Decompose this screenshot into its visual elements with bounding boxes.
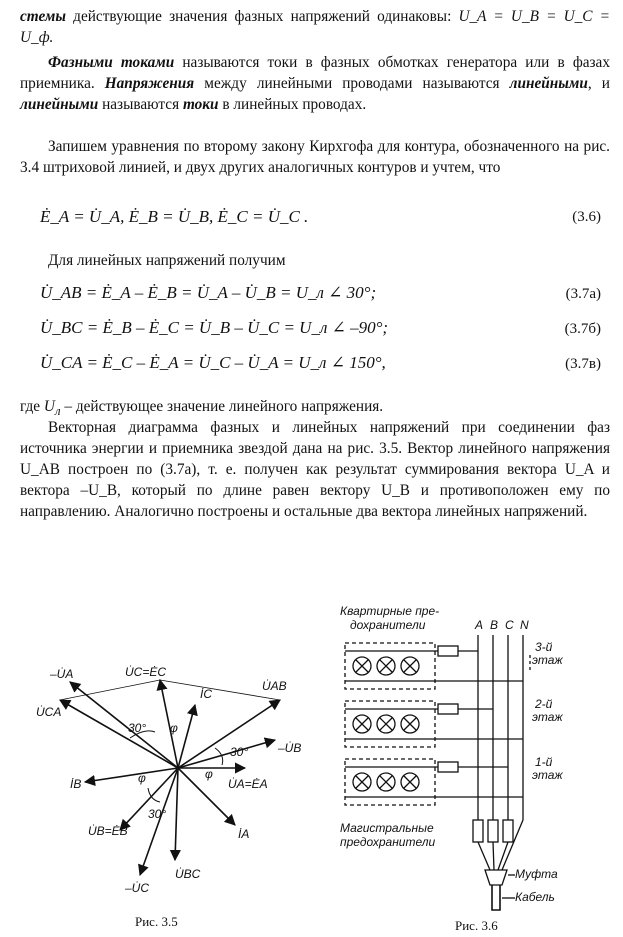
def-text-e: в линейных проводах. [218, 96, 367, 113]
label-mUA: –U̇A [50, 667, 74, 681]
equation-3-7b-number: (3.7б) [564, 321, 601, 337]
label-30-2: 30° [230, 745, 249, 759]
equation-3-7c-number: (3.7в) [565, 356, 601, 372]
label-apartment-fuses-2: дохранители [350, 618, 426, 632]
fuse-floor2 [438, 704, 458, 714]
label-coupling: Муфта [515, 867, 558, 881]
label-phi-1: φ [170, 721, 178, 735]
paragraph-linear-voltages: Для линейных напряжений получим [48, 252, 286, 269]
label-apartment-fuses-1: Квартирные пре- [340, 604, 440, 618]
equation-3-7a: U̇_AB = Ė_A – Ė_B = U̇_A – U̇_B = U_л ∠ 30°; [40, 283, 377, 302]
symbol-u-linear: $U_л$ [43, 398, 61, 419]
figure-3-5 [30, 660, 320, 905]
equation-3-6: Ė_A = U̇_A, Ė_B = U̇_B, Ė_C = U̇_C . [40, 207, 309, 226]
label-floor2-2: этаж [532, 710, 563, 724]
label-phi-3: φ [138, 771, 146, 785]
label-phase-A: A [475, 618, 484, 632]
label-mUB: –U̇B [278, 741, 302, 755]
equation-3-7b: U̇_BC = Ė_B – Ė_C = U̇_B – U̇_C = U_л ∠ –90°; [40, 318, 389, 337]
paragraph-definitions [20, 52, 610, 115]
label-floor1-2: этаж [532, 768, 563, 782]
label-IA: İA [238, 827, 250, 841]
cable-shape [492, 885, 500, 910]
def-text-b: между линейными проводами называются [194, 75, 510, 92]
label-30-3: 30° [148, 807, 167, 821]
main-fuse-C [503, 820, 513, 842]
def-text-d: называются [98, 96, 183, 113]
term-linear-2: линейными [20, 96, 99, 113]
paragraph-kirchhoff: Запишем уравнения по второму закону Кирхгофа для контура, обозначенного на рис. 3.4 штриховой линией, и двух других аналогичных контуров и учтем, что [20, 138, 610, 176]
label-phase-C: C [505, 618, 514, 632]
coupling-shape [485, 870, 507, 885]
word-stemy: стемы [20, 8, 66, 25]
fuse-floor1 [438, 762, 458, 772]
main-fuse-A [473, 820, 483, 842]
main-fuse-B [488, 820, 498, 842]
label-floor3-2: этаж [532, 653, 563, 667]
label-phase-B: B [490, 618, 499, 632]
equation-3-7c: U̇_CA = Ė_C – Ė_A = U̇_C – U̇_A = U_л ∠ 150°, [40, 353, 386, 372]
where-word: где [20, 398, 44, 415]
figure-3-6 [320, 595, 615, 920]
label-floor3-1: 3-й [535, 640, 553, 654]
label-main-fuses-1: Магистральные [340, 821, 434, 835]
term-phase-currents: Фазными токами [48, 54, 175, 71]
label-IB: İB [70, 777, 82, 791]
term-voltages: Напряжения [104, 75, 195, 92]
label-UB-EB: U̇B=ĖB [88, 824, 128, 838]
label-IC: İC [200, 687, 212, 701]
label-UC-EC: U̇C=ĖC [125, 665, 167, 679]
paragraph-intro [20, 6, 610, 48]
intro-equation: U_A = U_B = U_C = U_ф. [20, 8, 610, 46]
term-linear-1: линейными [509, 75, 588, 92]
where-text: – действующее значение линейного напряжения. [60, 398, 384, 415]
label-floor2-1: 2-й [535, 697, 553, 711]
label-cable: Кабель [515, 890, 555, 904]
fuse-floor3 [438, 646, 458, 656]
caption-fig-3-5: Рис. 3.5 [135, 914, 178, 929]
equation-3-7a-number: (3.7а) [565, 286, 601, 302]
vector-mUB [178, 740, 275, 768]
def-text-c: , и [587, 75, 610, 92]
intro-text: действующие значения фазных напряжений одинаковы: [66, 8, 459, 25]
vector-UBC [175, 768, 178, 860]
label-phi-2: φ [205, 767, 213, 781]
label-UBC: U̇BC [175, 867, 201, 881]
vector-IB [85, 768, 178, 782]
label-UAB: U̇AB [262, 679, 287, 693]
label-mUC: –U̇C [125, 881, 150, 895]
label-main-fuses-2: предохранители [340, 835, 436, 849]
label-30-1: 30° [128, 721, 147, 735]
label-floor1-1: 1-й [535, 755, 553, 769]
def-text-a: называются токи в фазных обмотках генератора или в фазах приемника. [20, 54, 610, 92]
equation-3-6-number: (3.6) [572, 209, 601, 225]
label-UCA: U̇CA [36, 705, 62, 719]
label-phase-N: N [520, 618, 529, 632]
vector-UCA [60, 700, 178, 768]
caption-fig-3-6: Рис. 3.6 [455, 918, 498, 933]
paragraph-vector-diagram: Векторная диаграмма фазных и линейных напряжений при соединении фаз источника энергии и приемника звездой дана на рис. 3.5. Вектор линейного напряжения U_AB построен по (3.7а), т. е. получен как результат суммирования вектора U_A и вектора –U_B, который по длине равен вектору U_B и противоположен ему по направлению. Аналогично построены и остальные два вектора линейных напряжений. [20, 419, 610, 520]
term-currents: токи [182, 96, 219, 113]
label-UA-EA: U̇A=ĖA [228, 777, 268, 791]
